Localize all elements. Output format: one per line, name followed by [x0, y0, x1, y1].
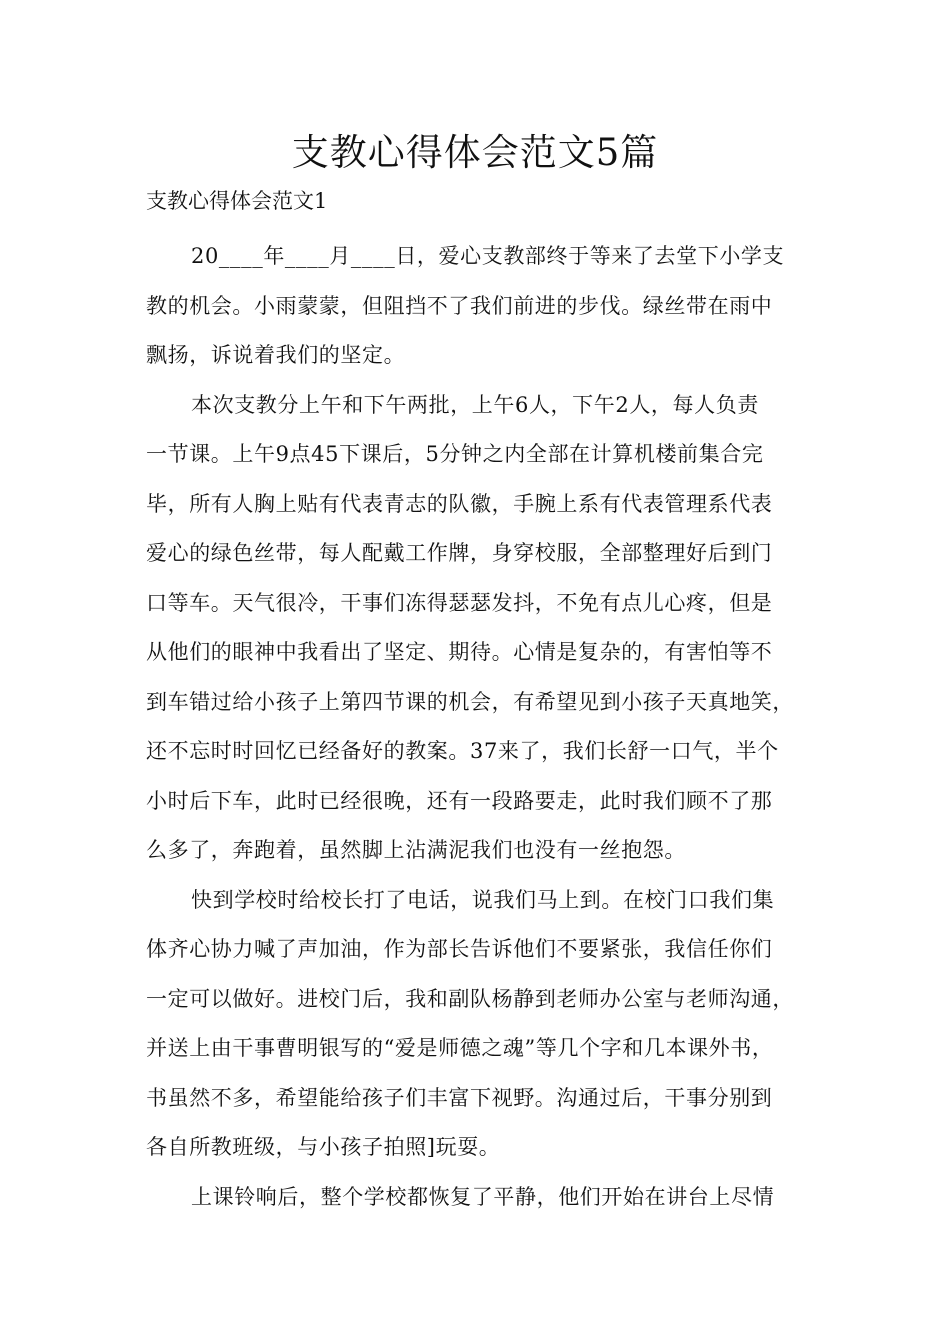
paragraph-line: 一定可以做好。进校门后，我和副队杨静到老师办公室与老师沟通， — [146, 986, 794, 1011]
paragraph-line: 一节课。上午9点45下课后，5分钟之内全部在计算机楼前集合完 — [146, 442, 764, 466]
paragraph-line: 毕，所有人胸上贴有代表青志的队徽，手腕上系有代表管理系代表 — [146, 491, 773, 516]
paragraph-line: 小时后下车，此时已经很晚，还有一段路要走，此时我们顾不了那 — [146, 788, 773, 813]
paragraph-line: 从他们的眼神中我看出了坚定、期待。心情是复杂的，有害怕等不 — [146, 640, 773, 664]
paragraph-line: 各自所教班级，与小孩子拍照]玩耍。 — [146, 1135, 501, 1159]
paragraph-line: 爱心的绿色丝带，每人配戴工作牌，身穿校服，全部整理好后到门 — [146, 541, 773, 565]
paragraph-line: 到车错过给小孩子上第四节课的机会，有希望见到小孩子天真地笑， — [146, 689, 794, 714]
paragraph-line: 书虽然不多，希望能给孩子们丰富下视野。沟通过后，干事分别到 — [146, 1085, 773, 1110]
paragraph-line: 么多了，奔跑着，虽然脚上沾满泥我们也没有一丝抱怨。 — [146, 838, 686, 862]
paragraph-line: 并送上由干事曹明银写的“爱是师德之魂”等几个字和几本课外书， — [146, 1036, 774, 1060]
paragraph-line: 还不忘时时回忆已经备好的教案。37来了，我们长舒一口气，半个 — [146, 739, 779, 763]
paragraph-line: 本次支教分上午和下午两批，上午6人，下午2人，每人负责 — [191, 392, 759, 417]
document-body — [146, 232, 814, 1222]
section-title: 支教心得体会范文1 — [146, 189, 328, 213]
paragraph-line: 飘扬，诉说着我们的坚定。 — [146, 343, 406, 367]
paragraph-line: 上课铃响后，整个学校都恢复了平静，他们开始在讲台上尽情 — [191, 1184, 775, 1209]
document-title: 支教心得体会范文5篇 — [291, 131, 659, 174]
paragraph-line: 体齐心协力喊了声加油，作为部长告诉他们不要紧张，我信任你们 — [146, 937, 773, 961]
paragraph — [146, 232, 814, 381]
paragraph-line: 教的机会。小雨蒙蒙，但阻挡不了我们前进的步伐。绿丝带在雨中 — [146, 293, 773, 318]
paragraph-line: 20____年____月____日，爱心支教部终于等来了去堂下小学支 — [191, 244, 785, 268]
paragraph — [146, 1173, 814, 1223]
paragraph-line: 口等车。天气很冷，干事们冻得瑟瑟发抖，不免有点儿心疼，但是 — [146, 590, 773, 615]
paragraph — [146, 381, 814, 876]
paragraph — [146, 876, 814, 1173]
paragraph-line: 快到学校时给校长打了电话，说我们马上到。在校门口我们集 — [191, 887, 775, 912]
